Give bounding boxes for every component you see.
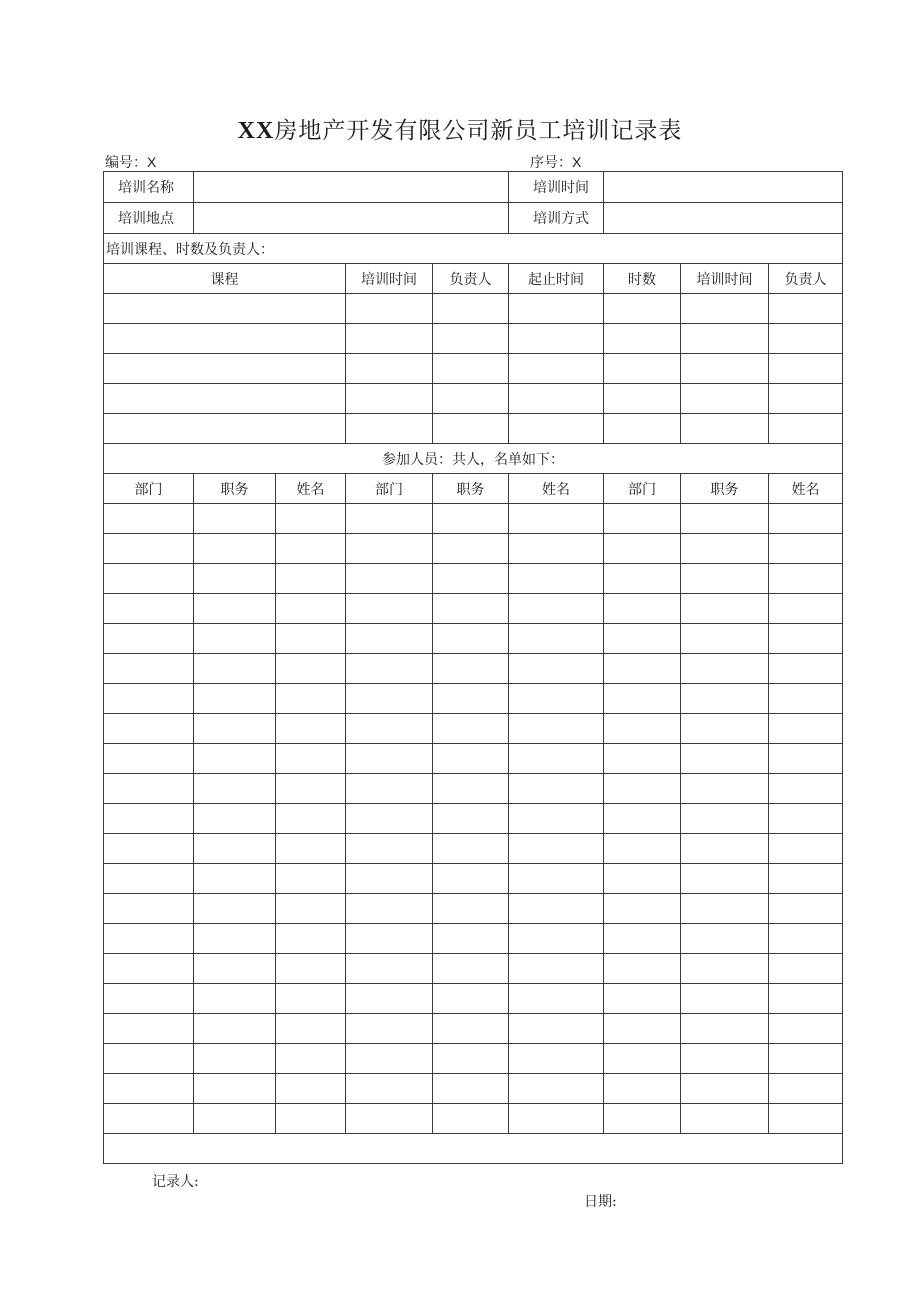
table-cell[interactable]: [769, 1044, 843, 1074]
serial-label: 编号：: [105, 155, 147, 171]
table-cell[interactable]: [433, 984, 509, 1014]
seq-value: X: [572, 154, 582, 170]
table-cell[interactable]: [346, 744, 433, 774]
table-cell[interactable]: [604, 744, 681, 774]
table-cell[interactable]: [769, 354, 843, 384]
table-cell[interactable]: [769, 894, 843, 924]
table-cell[interactable]: [509, 1014, 604, 1044]
training-name-label: 培训名称: [104, 172, 194, 203]
table-cell[interactable]: [681, 384, 769, 414]
table-cell[interactable]: [769, 384, 843, 414]
table-cell[interactable]: [681, 954, 769, 984]
table-cell[interactable]: [433, 1014, 509, 1044]
table-cell[interactable]: [604, 624, 681, 654]
participant-header-cell: 部门: [104, 474, 194, 504]
table-cell[interactable]: [276, 954, 346, 984]
training-time-label: 培训时间: [509, 172, 604, 203]
table-cell[interactable]: [433, 684, 509, 714]
table-cell[interactable]: [509, 384, 604, 414]
table-cell[interactable]: [194, 1044, 276, 1074]
table-cell[interactable]: [194, 534, 276, 564]
table-cell[interactable]: [104, 954, 194, 984]
table-cell[interactable]: [769, 744, 843, 774]
date-label: 日期:: [584, 1194, 617, 1210]
course-header-cell: 课程: [104, 264, 346, 294]
table-cell[interactable]: [433, 624, 509, 654]
table-cell[interactable]: [433, 414, 509, 444]
table-cell[interactable]: [769, 984, 843, 1014]
info-row: [104, 172, 843, 203]
table-cell[interactable]: [194, 564, 276, 594]
table-cell[interactable]: [433, 954, 509, 984]
course-section-label: 培训课程、时数及负责人：: [104, 234, 843, 264]
table-cell[interactable]: [276, 684, 346, 714]
participant-row: [104, 684, 843, 714]
table-cell[interactable]: [346, 654, 433, 684]
participant-row: [104, 954, 843, 984]
course-header-cell: 起止时间: [509, 264, 604, 294]
table-cell[interactable]: [681, 624, 769, 654]
table-cell[interactable]: [681, 564, 769, 594]
course-header-cell: 负责人: [433, 264, 509, 294]
table-cell[interactable]: [346, 804, 433, 834]
table-cell[interactable]: [604, 324, 681, 354]
table-cell[interactable]: [346, 324, 433, 354]
table-cell[interactable]: [194, 924, 276, 954]
table-cell[interactable]: [194, 804, 276, 834]
table-cell[interactable]: [681, 294, 769, 324]
table-cell[interactable]: [276, 1044, 346, 1074]
table-cell[interactable]: [509, 834, 604, 864]
participant-header-cell: 职务: [194, 474, 276, 504]
participant-row: [104, 834, 843, 864]
table-cell[interactable]: [604, 354, 681, 384]
table-cell[interactable]: [194, 624, 276, 654]
table-cell[interactable]: [104, 594, 194, 624]
table-cell[interactable]: [104, 324, 346, 354]
table-cell[interactable]: [604, 774, 681, 804]
participant-row: [104, 774, 843, 804]
table-cell[interactable]: [769, 624, 843, 654]
table-cell[interactable]: [769, 654, 843, 684]
participant-row: [104, 804, 843, 834]
participant-row: [104, 864, 843, 894]
course-header-cell: 培训时间: [681, 264, 769, 294]
table-cell[interactable]: [104, 534, 194, 564]
table-cell[interactable]: [604, 1014, 681, 1044]
participant-row: [104, 984, 843, 1014]
table-cell[interactable]: [276, 504, 346, 534]
training-method-field[interactable]: [604, 203, 843, 234]
table-cell[interactable]: [509, 984, 604, 1014]
table-cell[interactable]: [104, 924, 194, 954]
table-cell[interactable]: [346, 564, 433, 594]
table-cell[interactable]: [346, 504, 433, 534]
table-cell[interactable]: [509, 354, 604, 384]
table-cell[interactable]: [681, 324, 769, 354]
participant-header-cell: 姓名: [276, 474, 346, 504]
table-cell[interactable]: [194, 684, 276, 714]
table-cell[interactable]: [276, 744, 346, 774]
table-cell[interactable]: [681, 354, 769, 384]
participant-row: [104, 594, 843, 624]
participant-row: [104, 624, 843, 654]
table-cell[interactable]: [104, 804, 194, 834]
table-cell[interactable]: [769, 954, 843, 984]
table-cell[interactable]: [604, 894, 681, 924]
table-cell[interactable]: [346, 414, 433, 444]
participant-row: [104, 504, 843, 534]
table-cell[interactable]: [276, 654, 346, 684]
table-cell[interactable]: [104, 354, 346, 384]
participant-header-cell: 部门: [604, 474, 681, 504]
participant-row: [104, 534, 843, 564]
table-cell[interactable]: [509, 714, 604, 744]
table-cell[interactable]: [681, 654, 769, 684]
table-cell[interactable]: [104, 744, 194, 774]
table-cell[interactable]: [681, 534, 769, 564]
participant-header-cell: 部门: [346, 474, 433, 504]
table-cell[interactable]: [604, 384, 681, 414]
participant-header-row: [104, 474, 843, 504]
table-cell[interactable]: [681, 504, 769, 534]
table-cell[interactable]: [346, 714, 433, 744]
table-cell[interactable]: [681, 744, 769, 774]
table-cell[interactable]: [346, 774, 433, 804]
training-place-label: 培训地点: [104, 203, 194, 234]
table-cell[interactable]: [194, 1014, 276, 1044]
table-cell[interactable]: [104, 654, 194, 684]
table-cell[interactable]: [346, 294, 433, 324]
table-cell[interactable]: [681, 594, 769, 624]
table-cell[interactable]: [604, 714, 681, 744]
table-cell[interactable]: [681, 414, 769, 444]
course-row: [104, 354, 843, 384]
table-cell[interactable]: [433, 654, 509, 684]
table-cell[interactable]: [769, 864, 843, 894]
table-cell[interactable]: [509, 954, 604, 984]
table-cell[interactable]: [681, 1074, 769, 1104]
table-cell[interactable]: [681, 894, 769, 924]
table-cell[interactable]: [104, 714, 194, 744]
course-row: [104, 384, 843, 414]
table-cell[interactable]: [604, 1044, 681, 1074]
table-cell[interactable]: [769, 324, 843, 354]
participant-row: [104, 1044, 843, 1074]
table-cell[interactable]: [769, 834, 843, 864]
table-cell[interactable]: [433, 774, 509, 804]
table-cell[interactable]: [681, 774, 769, 804]
table-cell[interactable]: [346, 924, 433, 954]
info-row: [104, 203, 843, 234]
table-cell[interactable]: [104, 1044, 194, 1074]
table-cell[interactable]: [276, 834, 346, 864]
table-cell[interactable]: [681, 1104, 769, 1134]
table-cell[interactable]: [346, 984, 433, 1014]
title-prefix: XX: [237, 118, 275, 144]
table-cell[interactable]: [433, 504, 509, 534]
table-cell[interactable]: [681, 1044, 769, 1074]
table-cell[interactable]: [104, 294, 346, 324]
table-cell[interactable]: [769, 294, 843, 324]
table-cell[interactable]: [276, 864, 346, 894]
table-cell[interactable]: [509, 564, 604, 594]
training-name-field[interactable]: [194, 172, 509, 203]
serial-value: X: [147, 154, 157, 170]
table-cell[interactable]: [194, 984, 276, 1014]
course-header-cell: 培训时间: [346, 264, 433, 294]
table-cell[interactable]: [276, 1104, 346, 1134]
seq-label: 序号：: [530, 155, 572, 171]
course-section-row: [104, 234, 843, 264]
table-cell[interactable]: [346, 834, 433, 864]
table-cell[interactable]: [104, 684, 194, 714]
table-cell[interactable]: [346, 1044, 433, 1074]
table-cell[interactable]: [104, 774, 194, 804]
table-cell[interactable]: [433, 1044, 509, 1074]
table-cell[interactable]: [681, 684, 769, 714]
training-place-field[interactable]: [194, 203, 509, 234]
table-cell[interactable]: [769, 774, 843, 804]
participant-row: [104, 654, 843, 684]
table-cell[interactable]: [769, 534, 843, 564]
table-cell[interactable]: [104, 414, 346, 444]
training-method-label: 培训方式: [509, 203, 604, 234]
table-cell[interactable]: [433, 1074, 509, 1104]
table-cell[interactable]: [194, 744, 276, 774]
table-cell[interactable]: [769, 594, 843, 624]
table-cell[interactable]: [433, 594, 509, 624]
table-cell[interactable]: [604, 414, 681, 444]
table-cell[interactable]: [346, 534, 433, 564]
course-header-row: [104, 264, 843, 294]
table-cell[interactable]: [433, 924, 509, 954]
table-cell[interactable]: [346, 1014, 433, 1044]
table-cell[interactable]: [433, 354, 509, 384]
table-cell[interactable]: [104, 894, 194, 924]
table-cell[interactable]: [509, 684, 604, 714]
table-cell[interactable]: [604, 924, 681, 954]
table-cell[interactable]: [681, 1014, 769, 1044]
table-cell[interactable]: [604, 684, 681, 714]
table-cell[interactable]: [681, 984, 769, 1014]
table-cell[interactable]: [509, 324, 604, 354]
table-cell[interactable]: [433, 804, 509, 834]
table-cell[interactable]: [769, 1104, 843, 1134]
table-cell[interactable]: [104, 864, 194, 894]
table-cell[interactable]: [769, 684, 843, 714]
table-cell[interactable]: [194, 834, 276, 864]
table-cell[interactable]: [769, 1014, 843, 1044]
table-cell[interactable]: [681, 714, 769, 744]
table-cell[interactable]: [104, 1014, 194, 1044]
table-cell[interactable]: [104, 384, 346, 414]
table-cell[interactable]: [194, 864, 276, 894]
course-header-cell: 时数: [604, 264, 681, 294]
table-cell[interactable]: [433, 894, 509, 924]
table-cell[interactable]: [104, 1074, 194, 1104]
table-cell[interactable]: [604, 294, 681, 324]
table-cell[interactable]: [604, 654, 681, 684]
table-cell[interactable]: [346, 684, 433, 714]
table-cell[interactable]: [276, 774, 346, 804]
participant-row: [104, 1074, 843, 1104]
table-cell[interactable]: [433, 744, 509, 774]
sequence-number: [530, 152, 581, 172]
table-cell[interactable]: [194, 594, 276, 624]
table-cell[interactable]: [194, 654, 276, 684]
table-cell[interactable]: [509, 924, 604, 954]
table-cell[interactable]: [509, 1104, 604, 1134]
table-cell[interactable]: [604, 564, 681, 594]
table-cell[interactable]: [604, 1104, 681, 1134]
table-cell[interactable]: [604, 534, 681, 564]
table-cell[interactable]: [104, 564, 194, 594]
participant-row: [104, 564, 843, 594]
table-cell[interactable]: [276, 534, 346, 564]
table-cell[interactable]: [604, 1074, 681, 1104]
table-cell[interactable]: [433, 294, 509, 324]
table-cell[interactable]: [104, 504, 194, 534]
blank-footer-row: [104, 1134, 843, 1164]
table-cell[interactable]: [769, 504, 843, 534]
table-cell[interactable]: [509, 1044, 604, 1074]
table-cell[interactable]: [509, 744, 604, 774]
participant-row: [104, 744, 843, 774]
participant-row: [104, 1104, 843, 1134]
course-row: [104, 414, 843, 444]
table-cell[interactable]: [433, 564, 509, 594]
course-row: [104, 294, 843, 324]
table-cell[interactable]: [509, 534, 604, 564]
table-cell[interactable]: [194, 714, 276, 744]
table-cell[interactable]: [509, 294, 604, 324]
table-cell[interactable]: [194, 774, 276, 804]
table-cell[interactable]: [509, 1074, 604, 1104]
table-cell[interactable]: [433, 324, 509, 354]
table-cell[interactable]: [104, 624, 194, 654]
recorder-label: 记录人:: [152, 1174, 199, 1190]
participant-header-cell: 姓名: [509, 474, 604, 504]
table-cell[interactable]: [604, 804, 681, 834]
table-cell[interactable]: [681, 834, 769, 864]
course-header-cell: 负责人: [769, 264, 843, 294]
table-cell[interactable]: [509, 594, 604, 624]
table-cell[interactable]: [681, 804, 769, 834]
table-cell[interactable]: [769, 564, 843, 594]
table-cell[interactable]: [104, 834, 194, 864]
table-cell[interactable]: [194, 1104, 276, 1134]
table-cell[interactable]: [194, 894, 276, 924]
table-cell[interactable]: [604, 954, 681, 984]
table-cell[interactable]: [509, 774, 604, 804]
participant-row: [104, 714, 843, 744]
table-cell[interactable]: [346, 384, 433, 414]
table-cell[interactable]: [433, 864, 509, 894]
table-cell[interactable]: [276, 594, 346, 624]
table-cell[interactable]: [346, 354, 433, 384]
table-cell[interactable]: [346, 954, 433, 984]
table-cell[interactable]: [509, 864, 604, 894]
table-cell[interactable]: [276, 984, 346, 1014]
table-cell[interactable]: [276, 1074, 346, 1104]
table-cell[interactable]: [346, 594, 433, 624]
table-cell[interactable]: [346, 1074, 433, 1104]
participant-section-row: [104, 444, 843, 474]
table-cell[interactable]: [604, 504, 681, 534]
table-cell[interactable]: [276, 1014, 346, 1044]
table-cell[interactable]: [276, 924, 346, 954]
table-cell[interactable]: [346, 864, 433, 894]
table-cell[interactable]: [769, 804, 843, 834]
table-cell[interactable]: [604, 834, 681, 864]
table-cell[interactable]: [346, 894, 433, 924]
participant-header-cell: 职务: [433, 474, 509, 504]
table-cell[interactable]: [509, 654, 604, 684]
participant-row: [104, 1014, 843, 1044]
serial-number: [105, 152, 156, 172]
table-cell[interactable]: [346, 1104, 433, 1134]
table-cell[interactable]: [769, 1074, 843, 1104]
table-cell[interactable]: [769, 414, 843, 444]
participant-section-label: 参加人员：共人，名单如下：: [104, 444, 843, 474]
table-cell[interactable]: [509, 414, 604, 444]
table-cell[interactable]: [769, 714, 843, 744]
table-cell[interactable]: [194, 504, 276, 534]
table-cell[interactable]: [509, 504, 604, 534]
table-cell[interactable]: [276, 894, 346, 924]
title-text: 房地产开发有限公司新员工培训记录表: [274, 118, 683, 144]
table-cell[interactable]: [276, 804, 346, 834]
course-row: [104, 324, 843, 354]
table-cell[interactable]: [769, 924, 843, 954]
blank-footer-cell[interactable]: [104, 1134, 843, 1164]
table-cell[interactable]: [681, 924, 769, 954]
table-cell[interactable]: [604, 594, 681, 624]
table-cell[interactable]: [276, 714, 346, 744]
training-record-table: [103, 171, 843, 1164]
table-cell[interactable]: [509, 624, 604, 654]
page-title: [0, 112, 920, 145]
participant-row: [104, 894, 843, 924]
table-cell[interactable]: [604, 984, 681, 1014]
table-cell[interactable]: [276, 624, 346, 654]
table-cell[interactable]: [276, 564, 346, 594]
training-time-field[interactable]: [604, 172, 843, 203]
table-cell[interactable]: [604, 864, 681, 894]
table-cell[interactable]: [433, 834, 509, 864]
participant-header-cell: 职务: [681, 474, 769, 504]
participant-header-cell: 姓名: [769, 474, 843, 504]
table-cell[interactable]: [433, 384, 509, 414]
table-cell[interactable]: [433, 534, 509, 564]
table-cell[interactable]: [509, 804, 604, 834]
table-cell[interactable]: [509, 894, 604, 924]
table-cell[interactable]: [433, 714, 509, 744]
participant-row: [104, 924, 843, 954]
table-cell[interactable]: [194, 1074, 276, 1104]
table-cell[interactable]: [104, 984, 194, 1014]
table-cell[interactable]: [433, 1104, 509, 1134]
table-cell[interactable]: [104, 1104, 194, 1134]
table-cell[interactable]: [681, 864, 769, 894]
table-cell[interactable]: [346, 624, 433, 654]
table-cell[interactable]: [194, 954, 276, 984]
